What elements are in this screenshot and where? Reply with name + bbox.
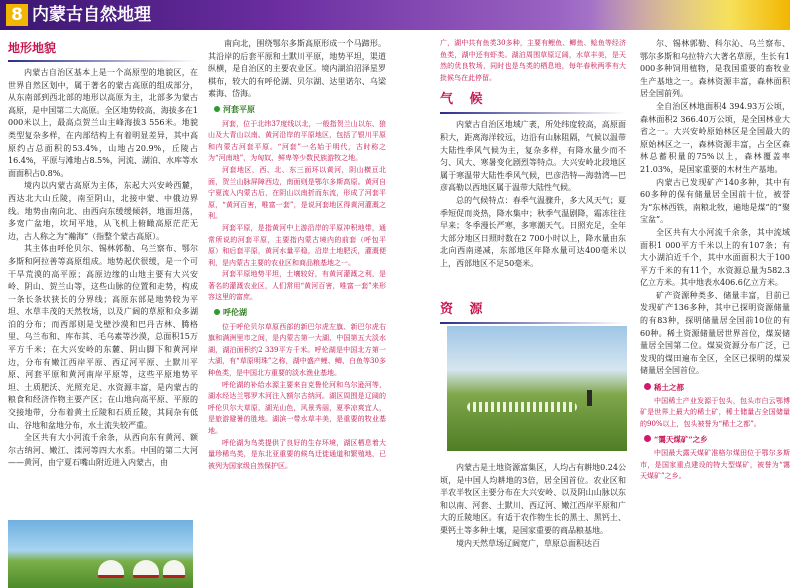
bullet-icon [214, 106, 220, 112]
column-3-resources [440, 300, 626, 329]
chapter-title: 内蒙古自然地理 [32, 5, 151, 25]
note-block: 广，湖中共有鱼类30多种，主要有鲤鱼、鲫鱼、鲶鱼等经济鱼类，湖中还有虾类。湖泊周围草原辽阔，水草丰美，是天然的优良牧场，同时也是鸟类的栖息地，每年春秋两季有大批候鸟在此停留。 [440, 39, 626, 82]
bullet-icon [214, 309, 220, 315]
header-decoration [590, 0, 790, 30]
yurt-shape [98, 560, 124, 578]
sheep-flock [467, 402, 577, 412]
paragraph: 全区共有大小河流千余条，其中流域面积1 000平方千米以上的有107条；有大小湖泊近千个，其中水面面积大于100平方千米的有11个，水资源总量为582.3亿立方米。其中地表水406.6亿立方米。 [640, 227, 790, 288]
column-3-lower [440, 462, 626, 550]
paragraph: 内蒙古自治区基本上是一个高原型的地貌区，在世界自然区划中，属于著名的蒙古高原的组成部分，从东南部到西北部的地形以高原为主，北部多为蒙古高原，是中国第二大高原。全区地势较高，海拔多在1 000米以上，最高点贺兰山主峰海拔3 556米。地貌类型复杂多样，在内部结构上有着明显差异，其中高原约占总面积的53.4%，山地占20.9%，丘陵占16.4%，平原与滩地占8.5%，河流、湖泊、水库等水面面积占0.8%。 [8, 68, 198, 178]
paragraph: 矿产资源种类多、储量丰富，目前已发现矿产136多种，其中已探明资源储量的有83种，探明储量居全国前10位的有60种。稀土资源储量居世界首位，煤炭储量居全国第二位。煤炭资源分布广泛，已发现的煤田遍布全区，全区已探明的煤炭储量居全国首位。 [640, 290, 790, 376]
paragraph: 境内天然草场辽阔宽广，草原总面积达百 [456, 538, 600, 548]
note-block: 位于呼伦贝尔草原西部的新巴尔虎左旗、新巴尔虎右旗和满洲里市之间，是内蒙古第一大湖、中国第五大淡水湖，湖泊面积约2 339平方千米。呼伦湖是中国北方第一大湖，有“草原明珠”之称，湖中盛产鲤、鲫、白鱼等30多种鱼类，是中国北方重要的淡水渔业基地。 呼伦湖的补给水源主要来自克鲁伦河和乌尔逊河等，湖水经达兰鄂罗木河注入额尔古纳河。湖区周围是辽阔的呼伦贝尔大草原，湖光山色，风景秀丽，夏季凉爽宜人，是旅游避暑的胜地。湖滨一带水草丰美，是重要的牧业基地。 呼伦湖为鸟类提供了良好的生存环境，湖区栖息着大量珍稀鸟类，是东北亚重要的候鸟迁徙通道和繁殖地，已被列为国家级自然保护区。 [208, 322, 386, 470]
yurt-shape [133, 560, 159, 578]
yurt-photo [8, 520, 193, 588]
paragraph: 南向北，围绕鄂尔多斯高原形成一个马蹄形。其沿岸的后套平原和土默川平原，地势平坦，渠道纵横，是自治区的主要农业区。境内湖泊沼泽星罗棋布，较大的有呼伦湖、贝尔湖、达里诺尔、乌梁素海、岱海。 [208, 39, 386, 99]
section-title-climate: 气 候 [440, 92, 489, 108]
subheading-hulun-lake: 呼伦湖 [214, 307, 386, 320]
note-block: 中国稀土产业发源于包头，包头市白云鄂博矿是世界上最大的稀土矿，稀土储量占全国储量的90%以上，包头被誉为“稀土之都”。 [640, 396, 790, 428]
paragraph: 全区共有大小河流千余条，从西向东有黄河、额尔古纳河、嫩江、滦河等四大水系。中国的第二大河——黄河，由宁夏石嘴山附近进入内蒙古，由 [8, 433, 198, 468]
paragraph: 境内以内蒙古高原为主体，东起大兴安岭西麓，西达北大山丘陵，南至阴山，北接中蒙、中俄边界线。地势由南向北、由西向东缓缓倾斜，地面坦荡，多宽广盆地，坎坷平地，从飞机上俯瞰高原茫茫无边，古人称之为“瀚海”（指整个蒙古高原）。 [8, 181, 198, 241]
subheading-hetao: 河套平原 [214, 104, 386, 117]
column-1 [8, 38, 198, 470]
note-block: 中国最大露天煤矿准格尔煤田位于鄂尔多斯市，是国家重点建设的特大型煤矿，被誉为“霭天煤矿”之乡。 [640, 449, 790, 481]
paragraph: 内蒙古自治区地域广袤，所处纬度较高，高原面积大，距离海洋较远，边沿有山脉阻隔，气候以温带大陆性季风气候为主，复杂多样，有降水量少而不匀、风大、寒暑变化剧烈等特点。大兴安岭北段地区属于寒温带大陆性季风气候，巴彦浩特—海勃湾—巴彦高勒以西地区属于温带大陆性气候。 [440, 120, 626, 193]
bullet-icon [644, 435, 651, 442]
page-header [0, 0, 790, 30]
section-title-resources: 资 源 [440, 302, 489, 317]
column-4 [640, 38, 790, 483]
note-block: 河套，位于北纬37度线以北，一般指贺兰山以东、狼山及大青山以南、黄河沿岸的平原地区，包括了银川平原和内蒙古河套平原。“河套”一名始于明代，古时称之为“河南地”，为匈奴、鲜卑等少数民族游牧之地。 河套地区，西、北、东三面环以黄河，阴山横亘北面，贺兰山脉屏障西边，南面则是鄂尔多斯高原。黄河自宁夏流入内蒙古后，在阴山以南折而东流，形成了河套平原，“黄河百害，唯富一套”，是说河套地区得黄河灌溉之利。 河套平原，是指黄河中上游沿岸的平原冲积地带，通常所说的河套平原，主要指内蒙古境内的前套（呼包平原）和后套平原，黄河水量平稳，沿岸土地肥沃，灌溉便利，是内蒙古主要的农业区和商品粮基地之一。 河套平原地势平坦，土壤较好，有黄河灌溉之利，是著名的灌溉农业区，人们常用“黄河百害，唯富一套”来形容这里的富庶。 [208, 119, 386, 302]
paragraph: 总的气候特点：春季气温骤升，多大风天气；夏季短促而炎热，降水集中；秋季气温剧降，霜冻往往早来；冬季漫长严寒，多寒潮天气。日照充足，全年大部分地区日照时数在2 700小时以上，降水量由东北向西南递减，东部地区年降水量可达400毫米以上，西部地区不足50毫米。 [440, 195, 626, 268]
paragraph: 全自治区林地面积4 394.93万公顷，森林面积2 366.40万公顷，是全国林业大省之一。大兴安岭原始林区是全国最大的原始林区之一，森林资源丰富，占全区森林总蓄积量的75%以上，森林覆盖率21.03%，是国家重要的木材生产基地。 [640, 101, 790, 174]
section-title-terrain: 地形地貌 [8, 41, 57, 55]
yurt-shape [163, 560, 185, 578]
herder-figure [587, 390, 592, 406]
paragraph: 内蒙古已发现矿产140多种，其中有60多种的保有储量居全国前十位，被誉为“东林西铁，南粮北牧，遍地是煤”的“聚宝盆”。 [640, 177, 790, 225]
column-3 [440, 38, 626, 271]
section-divider [8, 60, 198, 62]
page-number: 8 [6, 4, 28, 26]
paragraph: 尔、锡林郭勒、科尔沁、乌兰察布、鄂尔多斯和乌拉特六大著名草原，生长有1 000多种饲用植物，是我国重要的畜牧业生产基地之一。森林资源丰富，森林面积居全国前列。 [640, 39, 790, 99]
box-title-rare-earth: 稀土之都 [644, 382, 790, 395]
paragraph: 内蒙古是土地资源富集区，人均占有耕地0.24公顷，是中国人均耕地的3倍，居全国首位。农业区和半农半牧区主要分布在大兴安岭、以及阴山山脉以东和以南、河套、土默川、西辽河、嫩江西岸平原和广大的丘陵地区。有适于农作物生长的黑土、黑钙土、栗钙土等多种土壤，是国家重要的商品粮基地。 [440, 463, 626, 535]
section-divider [440, 322, 626, 324]
box-title-coal: “霭天煤矿”之乡 [644, 434, 790, 447]
paragraph: 其主体由呼伦贝尔、锡林郭勒、乌兰察布、鄂尔多斯和阿拉善等高原组成。地势起伏很缓，是一个可干旱荒漠的高平原；高原边缘的山地主要有大兴安岭、阴山、贺兰山等，这些山脉的位置和走势，构成一条长条状狭长的分界线；高原东部是地势较为平坦、水草丰茂的天然牧场，以及广阔的草原和众多湖泊的分布；而西部则是戈壁沙漠和巴丹吉林、腾格里、乌兰布和、库布其、毛乌素等沙漠，总面积15万平方千米；在大兴安岭的东麓、阴山脚下和黄河岸边，分布有嫩江西岸平原、西辽河平原、土默川平原、河套平原和黄河南岸平原等，这些平原地势平坦、土质肥沃、光照充足、水资源丰富，是内蒙古的粮食和经济作物主要产区；在山地向高平原、平原的交接地带，分布着黄土丘陵和石质丘陵，其间杂有低山、谷地和盆地分布，水土流失较严重。 [8, 244, 198, 430]
grassland-photo [447, 326, 627, 451]
section-divider [440, 112, 626, 114]
bullet-icon [644, 383, 651, 390]
column-2 [208, 38, 386, 472]
